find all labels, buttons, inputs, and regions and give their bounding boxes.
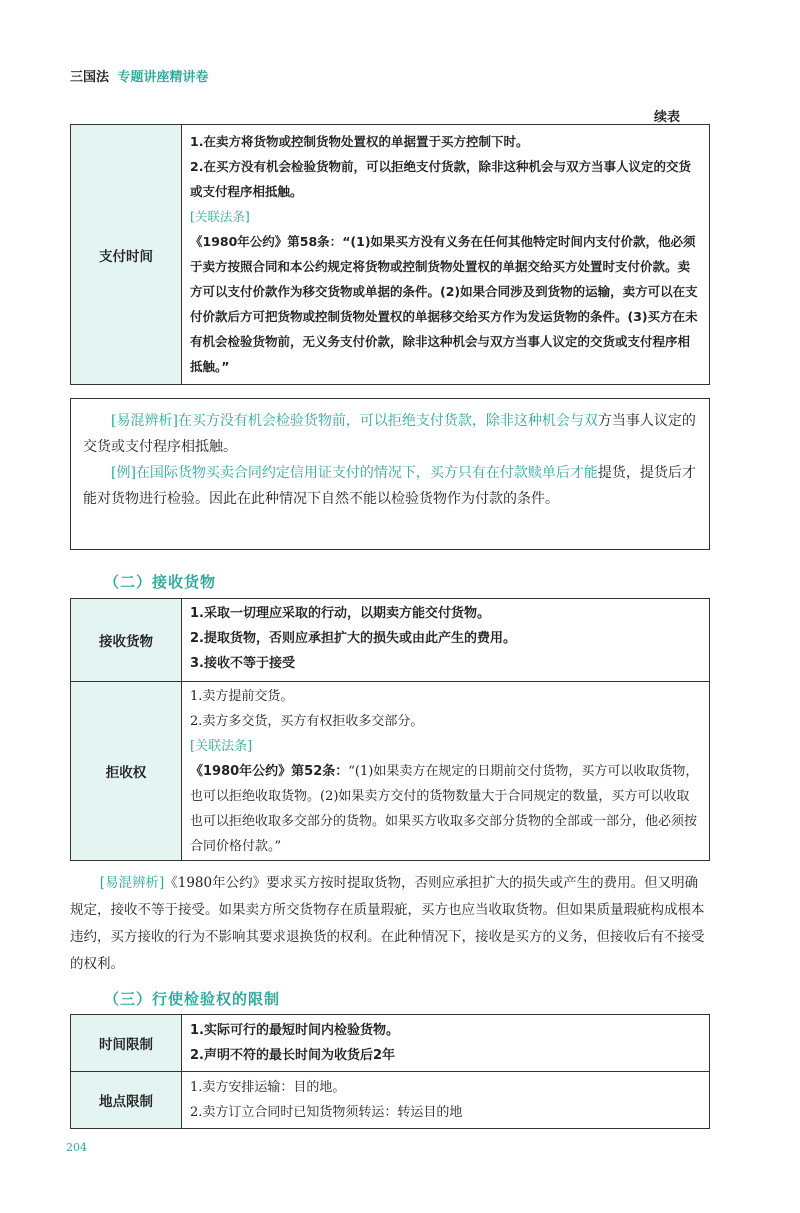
example-text: [例]在国际货物买卖合同约定信用证支付的情况下，买方只有在付款赎单后才能 xyxy=(111,465,598,481)
row-label: 时间限制 xyxy=(71,1015,182,1071)
item-3: 3.接收不等于接受 xyxy=(190,656,295,671)
item-2: 2.提取货物，否则应承担扩大的损失或由此产生的费用。 xyxy=(190,631,516,646)
page-number: 204 xyxy=(66,1141,87,1154)
receiving-goods-table xyxy=(70,598,710,861)
section-heading-3: （三）行使检验权的限制 xyxy=(104,990,281,1008)
book-title: 三国法 xyxy=(70,70,110,85)
clarification-text-cont: 方当事人议定的交货或支付程序相抵触。 xyxy=(83,413,696,455)
section-heading-2: （二）接收货物 xyxy=(104,573,217,591)
related-law-tag: [关联法条] xyxy=(190,209,250,224)
item-2: 2.卖方订立合同时已知货物须转运：转运目的地 xyxy=(190,1105,463,1120)
example-text-cont: 提货，提货后才能对货物进行检验。因此在此种情况下自然不能以检验货物作为付款的条件。 xyxy=(83,465,696,507)
analysis-tag: [易混辨析] xyxy=(99,875,165,891)
table-row xyxy=(71,125,709,384)
row-label: 拒收权 xyxy=(71,682,182,860)
law-reference: 《1980年公约》第52条： xyxy=(190,764,349,779)
item-2: 2.卖方多交货，买方有权拒收多交部分。 xyxy=(190,714,424,729)
row-label: 接收货物 xyxy=(71,599,182,681)
row-content xyxy=(182,682,709,860)
item-2: 2.在买方没有机会检验货物前，可以拒绝支付货款，除非这种机会与双方当事人议定的交货或支付程序相抵触。 xyxy=(190,159,691,199)
table-row xyxy=(71,681,709,860)
row-content xyxy=(182,1015,709,1071)
running-header xyxy=(70,66,209,85)
law-text: “(1)如果卖方在规定的日期前交付货物，买方可以收取货物，也可以拒绝收取货物。(2)如果卖方交付的货物数量大于合同规定的数量，买方可以收取也可以拒绝收取多交部分的货物。如果买方收取多交部分货物的全部或一部分，他必须按合同价格付款。” xyxy=(190,764,699,854)
series-title: 专题讲座精讲卷 xyxy=(117,70,209,85)
row-content xyxy=(182,1072,709,1128)
item-2: 2.声明不符的最长时间为收货后2年 xyxy=(190,1048,396,1063)
analysis-text: 《1980年公约》要求买方按时提取货物，否则应承担扩大的损失或产生的费用。但又明确规定，接收不等于接受。如果卖方所交货物存在质量瑕疵，买方也应当收取货物。但如果质量瑕疵构成根本违约，买方接收的行为不影响其要求退换货的权利。在此种情况下，接收是买方的义务，但接收后有不接受的权利。 xyxy=(70,875,705,972)
item-1: 1.采取一切理应采取的行动，以期卖方能交付货物。 xyxy=(190,606,490,621)
row-content xyxy=(182,125,709,384)
law-text: “(1)如果买方没有义务在任何其他特定时间内支付价款，他必须于卖方按照合同和本公约规定将货物或控制货物处置权的单据交给买方处置时支付价款。卖方可以支付价款作为移交货物或单据的条件。(2)如果合同涉及到货物的运输，卖方可以在支付价款后方可把货物或控制货物处置权的单据移交给买方作为发运货物的条件。(3)买方在未有机会检验货物前，无义务支付价款，除非这种机会与双方当事人议定的交货或支付程序相抵触。” xyxy=(190,234,698,374)
item-1: 1.实际可行的最短时间内检验货物。 xyxy=(190,1023,399,1038)
table-row xyxy=(71,1071,709,1128)
item-1: 1.卖方提前交货。 xyxy=(190,689,294,704)
analysis-paragraph xyxy=(70,870,710,978)
law-reference: 《1980年公约》第58条： xyxy=(190,234,343,249)
related-law-tag: [关联法条] xyxy=(190,739,253,754)
item-1: 1.在卖方将货物或控制货物处置权的单据置于买方控制下时。 xyxy=(190,134,529,149)
row-label: 支付时间 xyxy=(71,125,182,384)
row-content xyxy=(182,599,709,681)
clarification-box xyxy=(70,398,710,550)
payment-time-table xyxy=(70,124,710,385)
inspection-limits-table xyxy=(70,1014,710,1129)
row-label: 地点限制 xyxy=(71,1072,182,1128)
table-row xyxy=(71,1015,709,1071)
table-row xyxy=(71,599,709,681)
clarification-text: [易混辨析]在买方没有机会检验货物前，可以拒绝支付货款，除非这种机会与双 xyxy=(111,413,598,429)
continued-label: 续表 xyxy=(654,110,681,125)
item-1: 1.卖方安排运输：目的地。 xyxy=(190,1080,346,1095)
